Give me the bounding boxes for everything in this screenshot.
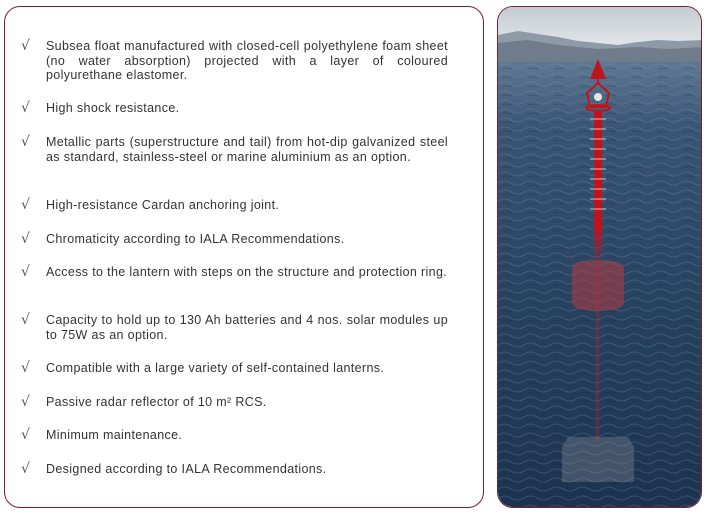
feature-text: Access to the lantern with steps on the structure and protection ring. <box>46 265 448 279</box>
checkmark-icon: √ <box>21 197 30 213</box>
feature-text: Passive radar reflector of 10 m² RCS. <box>46 395 267 409</box>
buoy-photo <box>497 6 702 508</box>
checkmark-icon: √ <box>21 427 30 443</box>
feature-text: Designed according to IALA Recommendations. <box>46 462 327 476</box>
checkmark-icon: √ <box>21 100 30 116</box>
checkmark-icon: √ <box>21 360 30 376</box>
feature-text: Capacity to hold up to 130 Ah batteries and 4 nos. solar modules up to 75W as an option. <box>46 313 448 342</box>
checkmark-icon: √ <box>21 264 30 280</box>
feature-text: Minimum maintenance. <box>46 428 183 442</box>
checkmark-icon: √ <box>21 461 30 477</box>
checkmark-icon: √ <box>21 312 30 328</box>
features-list <box>5 7 483 507</box>
checkmark-icon: √ <box>21 134 30 150</box>
feature-text: Compatible with a large variety of self-contained lanterns. <box>46 361 385 375</box>
checkmark-icon: √ <box>21 231 30 247</box>
feature-text: High shock resistance. <box>46 101 180 115</box>
feature-text: Metallic parts (superstructure and tail) from hot-dip galvanized steel as standard, stainless-steel or marine aluminium as an option. <box>46 135 448 164</box>
checkmark-icon: √ <box>21 394 30 410</box>
checkmark-icon: √ <box>21 38 30 54</box>
features-panel <box>4 6 484 508</box>
buoy-sea-illustration <box>498 7 702 508</box>
feature-text: High-resistance Cardan anchoring joint. <box>46 198 280 212</box>
feature-text: Chromaticity according to IALA Recommendations. <box>46 232 345 246</box>
feature-text: Subsea float manufactured with closed-cell polyethylene foam sheet (no water absorption) projected with a layer of coloured polyurethane elastomer. <box>46 39 448 83</box>
